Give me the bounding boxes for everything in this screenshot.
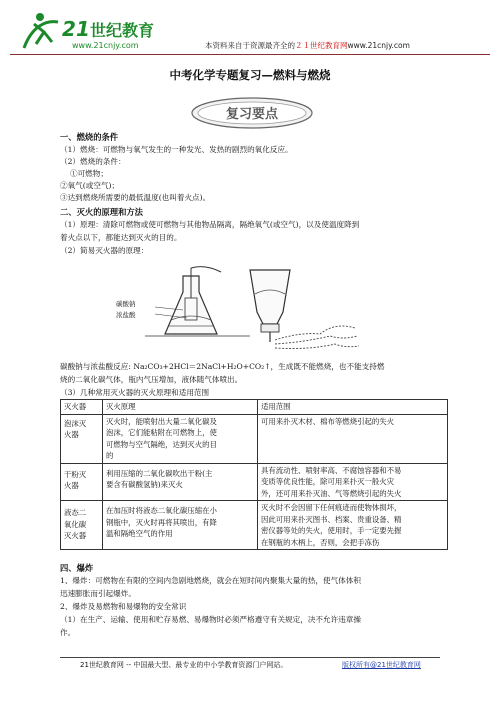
table-cell: 利用压缩的二氧化碳吹出干粉(主 要含有碳酸氢钠)来灭火 [103,463,258,501]
document-title: 中考化学专题复习—燃料与燃烧 [169,68,331,82]
table-cell: 泡沫灭 火器 [61,414,103,463]
footer-divider [60,657,440,658]
paragraph: （1）原理：清除可燃物或使可燃物与其他物品隔离，隔绝氧气(或空气)，以及使温度降到 [60,220,360,229]
paragraph: （1）燃烧：可燃物与氧气发生的一种发光、发热的剧烈的氧化反应。 [60,145,293,154]
section-heading-2: 二、灭火的原理和方法 [60,207,143,217]
extinguisher-diagram [125,262,360,352]
site-logo [18,8,198,58]
footer-left: 21世纪教育网 -- 中国最大型、最专业的中小学教育资源门户网站。 [80,661,288,669]
diagram-label: 浓盐酸 [116,311,136,319]
footer-copyright-link[interactable]: 版权所有@21世纪教育网 [342,661,421,669]
badge-label: 复习要点 [225,107,278,122]
paragraph: 1、爆炸：可燃物在有限的空间内急剧地燃烧，就会在短时间内聚集大量的热，使气体体积 [60,576,361,585]
table-header: 适用范围 [258,400,448,415]
section-heading-4: 四、爆炸 [60,563,94,573]
table-row [61,414,448,463]
reaction-text: 烧的二氧化碳气体，瓶内气压增加，液体随气体喷出。 [60,375,243,384]
table-cell: 可用来扑灭木材、棉布等燃烧引起的失火 [258,414,448,463]
table-row [61,501,448,550]
header-tagline: 本资料来自于资源最齐全的２１世纪教育网www.21cnjy.com [205,41,410,50]
table-header-row [61,400,448,415]
diagram-label: 碳酸钠 [116,300,136,308]
paragraph: （3）几种常用灭火器的灭火原理和适用范围 [60,388,210,397]
table-row [61,463,448,501]
paragraph: 着火点以下，都能达到灭火的目的。 [60,233,182,242]
table-header: 灭火原理 [103,400,258,415]
condition-item: ③达到燃烧所需要的最低温度(也叫着火点)。 [60,193,211,202]
table-cell: 在加压时将液态二氧化碳压缩在小 钢瓶中，灭火时再将其喷出，有降 温和隔绝空气的作用 [103,501,258,550]
condition-item: ②氧气(或空气)； [60,181,120,190]
extinguisher-table [60,399,448,550]
paragraph: （2）简易灭火器的原理： [60,246,149,255]
svg-text:www.21cnjy.com: www.21cnjy.com [72,41,139,50]
paragraph: 2、爆炸及易燃物和易爆物的安全常识 [60,602,187,611]
paragraph: （2）燃烧的条件： [60,157,126,166]
table-cell: 灭火时不会因留下任何痕迹而使物体损坏， 因此可用来扑灭图书、档案、贵重设备、精 密仪器等处的失火，使用时，手一定要先握 在钢瓶的木柄上，否则，会把手冻伤 [258,501,448,550]
section-heading-1: 一、燃烧的条件 [60,132,119,142]
table-header: 灭火器 [61,400,103,415]
reaction-text: 碳酸钠与浓盐酸反应: Na₂CO₃+2HCl＝2NaCl+H₂O+CO₂↑，生成既不能燃烧，也不能支持燃 [60,362,385,371]
table-cell: 具有流动性、喷射率高、不腐蚀容器和不易 变质等优良性能，除可用来扑灭一般火灾 外，还可用来扑灭油、气等燃烧引起的失火 [258,463,448,501]
svg-text:1: 1 [76,17,90,41]
header-divider [10,54,490,55]
table-cell: 灭火时，能喷射出大量二氧化碳及 泡沫，它们能粘附在可燃物上，使 可燃物与空气隔绝，达到灭火的目 的 [103,414,258,463]
paragraph: 迅速膨胀而引起爆炸。 [60,589,136,598]
table-cell: 干粉灭 火器 [61,463,103,501]
paragraph: （1）在生产、运输、使用和贮存易燃、易爆物时必须严格遵守有关规定，决不允许违章操 [60,615,361,624]
svg-text:世纪教育: 世纪教育 [90,21,155,40]
table-cell: 液态二 氧化碳 灭火器 [61,501,103,550]
paragraph: 作。 [60,628,76,637]
condition-item: ①可燃物； [70,169,108,178]
svg-text:2: 2 [62,17,76,41]
